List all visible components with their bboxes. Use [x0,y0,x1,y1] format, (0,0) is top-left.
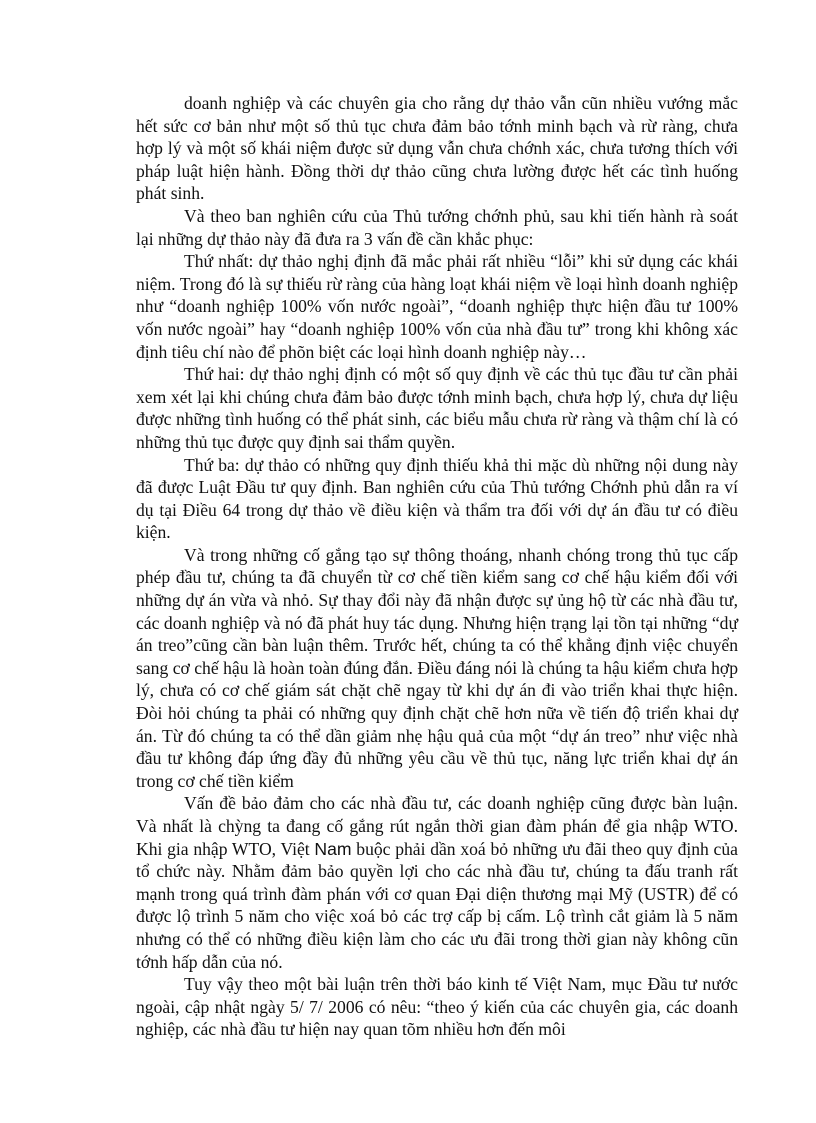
paragraph-1: doanh nghiệp và các chuyên gia cho rằng dự thảo vẫn cũn nhiều vướng mắc hết sức cơ bản như một số thủ tục chưa đảm bảo tớnh minh bạch và rừ ràng, chưa hợp lý và một số khái niệm được sử dụng vẫn chưa chớnh xác, chưa tương thích với pháp luật hiện hành. Đồng thời dự thảo cũng chưa lường được hết các tình huống phát sinh. [136,93,738,204]
paragraph-7 [136,792,738,973]
paragraph-7-sans-word: Nam [314,838,352,859]
paragraph-2: Và theo ban nghiên cứu của Thủ tướng chớnh phủ, sau khi tiến hành rà soát lại những dự thảo này đã đưa ra 3 vấn đề cần khắc phục: [136,205,738,249]
paragraph-3: Thứ nhất: dự thảo nghị định đã mắc phải rất nhiều “lỗi” khi sử dụng các khái niệm. Trong đó là sự thiếu rừ ràng của hàng loạt khái niệm về loại hình doanh nghiệp như “doanh nghiệp 100% vốn nước ngoài”, “doanh nghiệp thực hiện đầu tư 100% vốn nước ngoài” hay “doanh nghiệp 100% vốn của nhà đầu tư” trong khi không xác định tiêu chí nào để phõn biệt các loại hình doanh nghiệp này… [136,251,738,362]
paragraph-6: Và trong những cố gắng tạo sự thông thoáng, nhanh chóng trong thủ tục cấp phép đầu tư, chúng ta đã chuyển từ cơ chế tiền kiểm sang cơ chế hậu kiểm đối với những dự án vừa và nhỏ. Sự thay đổi này đã nhận được sự ủng hộ từ các nhà đầu tư, các doanh nghiệp và nó đã phát huy tác dụng. Nhưng hiện trạng lại tồn tại những “dự án treo”cũng cần bàn luận thêm. Trước hết, chúng ta có thể khẳng định việc chuyển sang cơ chế hậu là hoàn toàn đúng đắn. Điều đáng nói là chúng ta hậu kiểm chưa hợp lý, chưa có cơ chế giám sát chặt chẽ ngay từ khi dự án đi vào triển khai thực hiện. Đòi hỏi chúng ta phải có những quy định chặt chẽ hơn nữa về tiến độ triển khai dự án. Từ đó chúng ta có thể dần giảm nhẹ hậu quả của một “dự án treo” như việc nhà đầu tư không đáp ứng đầy đủ những yêu cầu về thủ tục, năng lực triển khai dự án trong cơ chế tiền kiểm [136,544,738,791]
paragraph-7-text-before: Vấn đề bảo đảm cho các nhà đầu tư, các doanh nghiệp cũng được bàn luận. Và nhất là chỳng ta đang cố gắng rút ngắn thời gian đàm phán để gia nhập WTO. Khi gia nhập WTO, Việt [136,793,738,859]
paragraph-7-text-after: buộc phải dần xoá bỏ những ưu đãi theo quy định của tổ chức này. Nhằm đảm bảo quyền lợi cho các nhà đầu tư, chúng ta đấu tranh rất mạnh trong quá trình đàm phán với cơ quan Đại diện thương mại Mỹ (USTR) để có được lộ trình 5 năm cho việc xoá bỏ các trợ cấp bị cấm. Lộ trình cắt giảm là 5 năm nhưng có thể có những điều kiện làm cho các ưu đãi trong thời gian này không cũn tớnh hấp dẫn của nó. [136,838,738,972]
paragraph-4: Thứ hai: dự thảo nghị định có một số quy định về các thủ tục đầu tư cần phải xem xét lại khi chúng chưa đảm bảo được tớnh minh bạch, chưa hợp lý, chưa dự liệu được những tình huống có thể phát sinh, các biểu mẫu chưa rừ ràng và thậm chí là có những thủ tục được quy định sai thẩm quyền. [136,364,738,452]
paragraph-5: Thứ ba: dự thảo có những quy định thiếu khả thi mặc dù những nội dung này đã được Luật Đầu tư quy định. Ban nghiên cứu của Thủ tướng Chớnh phủ dẫn ra ví dụ tại Điều 64 trong dự thảo về điều kiện và thẩm tra đối với dự án đầu tư có điều kiện. [136,454,738,543]
document-page [136,92,738,1041]
paragraph-8: Tuy vậy theo một bài luận trên thời báo kinh tế Việt Nam, mục Đầu tư nước ngoài, cập nhật ngày 5/ 7/ 2006 có nêu: “theo ý kiến của các chuyên gia, các doanh nghiệp, các nhà đầu tư hiện nay quan tõm nhiều hơn đến môi [136,974,738,1040]
